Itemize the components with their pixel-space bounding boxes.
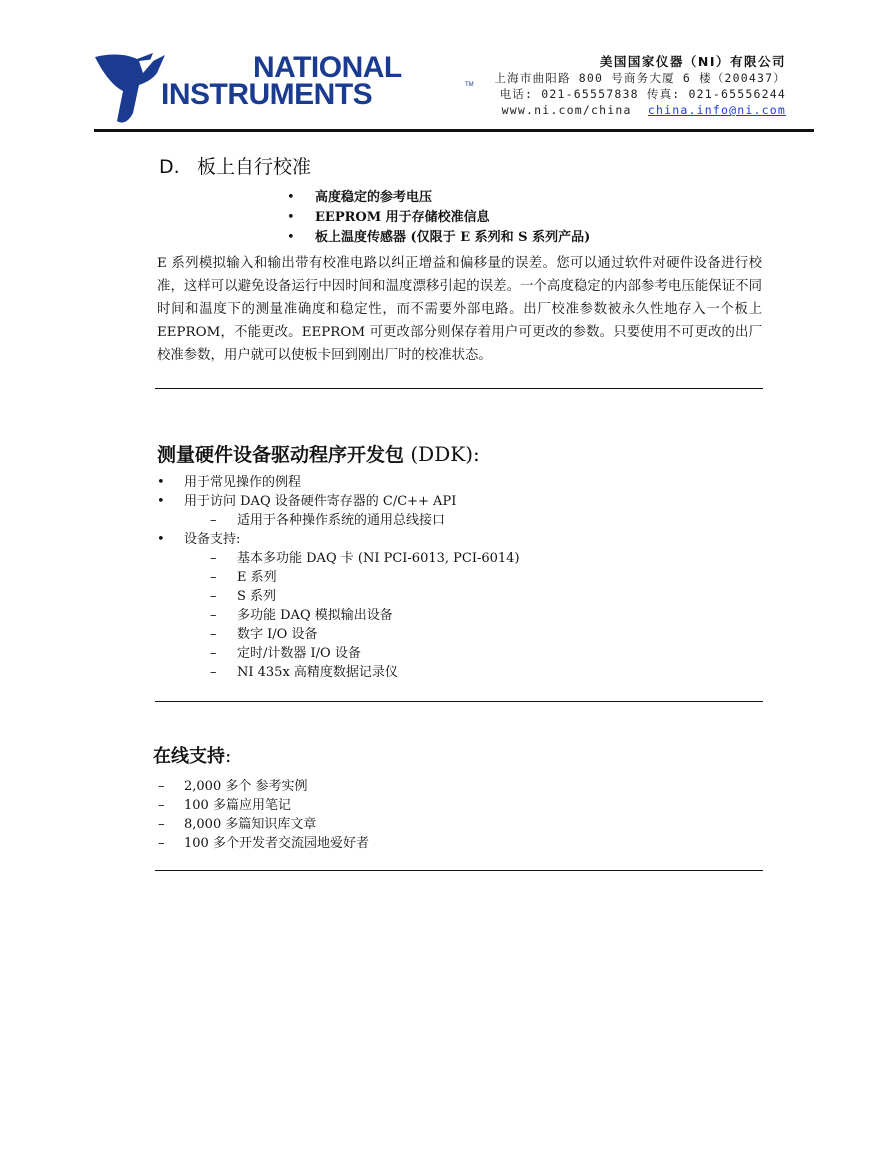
sub-list-item	[157, 644, 520, 663]
dash-icon: –	[158, 836, 165, 851]
list-item-text: 100 多个开发者交流园地爱好者	[184, 836, 369, 851]
dash-icon: –	[210, 665, 217, 680]
section-divider	[155, 701, 763, 702]
dash-icon: –	[158, 798, 165, 813]
bullet-icon: •	[157, 532, 165, 547]
company-name: 美国国家仪器（NI）有限公司	[599, 54, 786, 69]
dash-icon: –	[210, 570, 217, 585]
ddk-title-rest: (DDK):	[404, 442, 480, 466]
company-web-row	[494, 102, 786, 118]
sub-list-item	[157, 625, 520, 644]
bullet-icon: •	[287, 210, 295, 225]
section-divider	[155, 870, 763, 871]
section-divider	[155, 388, 763, 389]
list-item-text: 基本多功能 DAQ 卡 (NI PCI-6013, PCI-6014)	[237, 551, 520, 566]
bullet-icon: •	[157, 475, 165, 490]
sub-list-item	[157, 587, 520, 606]
dash-icon: –	[210, 646, 217, 661]
section-d-title: 板上自行校准	[197, 156, 312, 178]
sub-list-item	[157, 549, 520, 568]
list-item-text: 多功能 DAQ 模拟输出设备	[237, 608, 393, 623]
list-item	[157, 492, 520, 511]
list-item-text: 适用于各种操作系统的通用总线接口	[237, 513, 446, 528]
header-divider	[94, 129, 814, 132]
sub-list-item	[157, 606, 520, 625]
dash-icon: –	[210, 589, 217, 604]
dash-icon: –	[158, 779, 165, 794]
list-item	[287, 188, 590, 208]
list-item	[157, 473, 520, 492]
bullet-icon: •	[287, 190, 295, 205]
list-item-text: 板上温度传感器 (仅限于 E 系列和 S 系列产品)	[315, 230, 591, 245]
list-item-text: E 系列	[237, 570, 277, 585]
calibration-paragraph: E 系列模拟输入和输出带有校准电路以纠正增益和偏移量的误差。您可以通过软件对硬件设备进行校准，这样可以避免设备运行中因时间和温度漂移引起的误差。一个高度稳定的内部参考电压能保证不同时间和温度下的测量准确度和稳定性，而不需要外部电路。出厂校准参数被永久性地存入一个板上 EEPROM，不能更改。EEPROM 可更改部分则保存着用户可更改的参数。只要使用不可更改的出厂校准参数，用户就可以使板卡回到刚出厂时的校准状态。	[157, 256, 762, 363]
sub-list-item	[157, 568, 520, 587]
dash-icon: –	[158, 817, 165, 832]
dash-icon: –	[210, 513, 217, 528]
ddk-title-bold: 测量硬件设备驱动程序开发包	[157, 444, 405, 466]
website-text: www.ni.com/china	[501, 103, 632, 117]
logo-line-national: NATIONAL	[253, 51, 402, 84]
list-item-text: S 系列	[237, 589, 277, 604]
company-address: 上海市曲阳路 800 号商务大厦 6 楼（200437）	[494, 71, 786, 85]
ddk-heading	[157, 440, 480, 467]
dash-icon: –	[210, 627, 217, 642]
ni-logo	[93, 50, 474, 125]
section-d-bullets	[287, 188, 590, 248]
list-item	[158, 834, 369, 853]
section-letter: D.	[159, 156, 180, 178]
list-item-text: 100 多篇应用笔记	[184, 798, 291, 813]
list-item-text: 设备支持:	[184, 532, 241, 547]
list-item	[158, 796, 369, 815]
trademark-mark: TM	[465, 82, 474, 88]
list-item-text: 8,000 多篇知识库文章	[184, 817, 317, 832]
list-item-text: 用于访问 DAQ 设备硬件寄存器的 C/C++ API	[184, 494, 457, 509]
list-item	[158, 777, 369, 796]
bullet-icon: •	[287, 230, 295, 245]
email-link[interactable]: china.info@ni.com	[647, 103, 786, 117]
list-item-text: 高度稳定的参考电压	[315, 190, 433, 205]
sub-list-item	[157, 663, 520, 682]
list-item	[287, 228, 590, 248]
bullet-icon: •	[157, 494, 165, 509]
company-phone: 电话: 021-65557838 传真: 021-65556244	[499, 87, 786, 101]
list-item-text: NI 435x 高精度数据记录仪	[237, 665, 398, 680]
list-item-text: 2,000 多个 参考实例	[184, 779, 308, 794]
online-title-bold: 在线支持	[153, 746, 225, 767]
dash-icon: –	[210, 608, 217, 623]
list-item-text: 数字 I/O 设备	[237, 627, 318, 642]
list-item	[157, 530, 520, 549]
logo-line-instruments: INSTRUMENTS	[161, 78, 373, 111]
online-support-list	[158, 777, 369, 853]
online-title-rest: :	[225, 745, 232, 767]
section-d-heading	[159, 152, 311, 179]
dash-icon: –	[210, 551, 217, 566]
sub-list-item	[157, 511, 520, 530]
online-support-heading	[153, 742, 231, 768]
list-item	[287, 208, 590, 228]
list-item-text: 用于常见操作的例程	[184, 475, 302, 490]
company-contact	[494, 53, 786, 118]
list-item-text: EEPROM 用于存储校准信息	[315, 210, 490, 225]
list-item	[158, 815, 369, 834]
list-item-text: 定时/计数器 I/O 设备	[237, 646, 361, 661]
ddk-list	[157, 473, 520, 682]
